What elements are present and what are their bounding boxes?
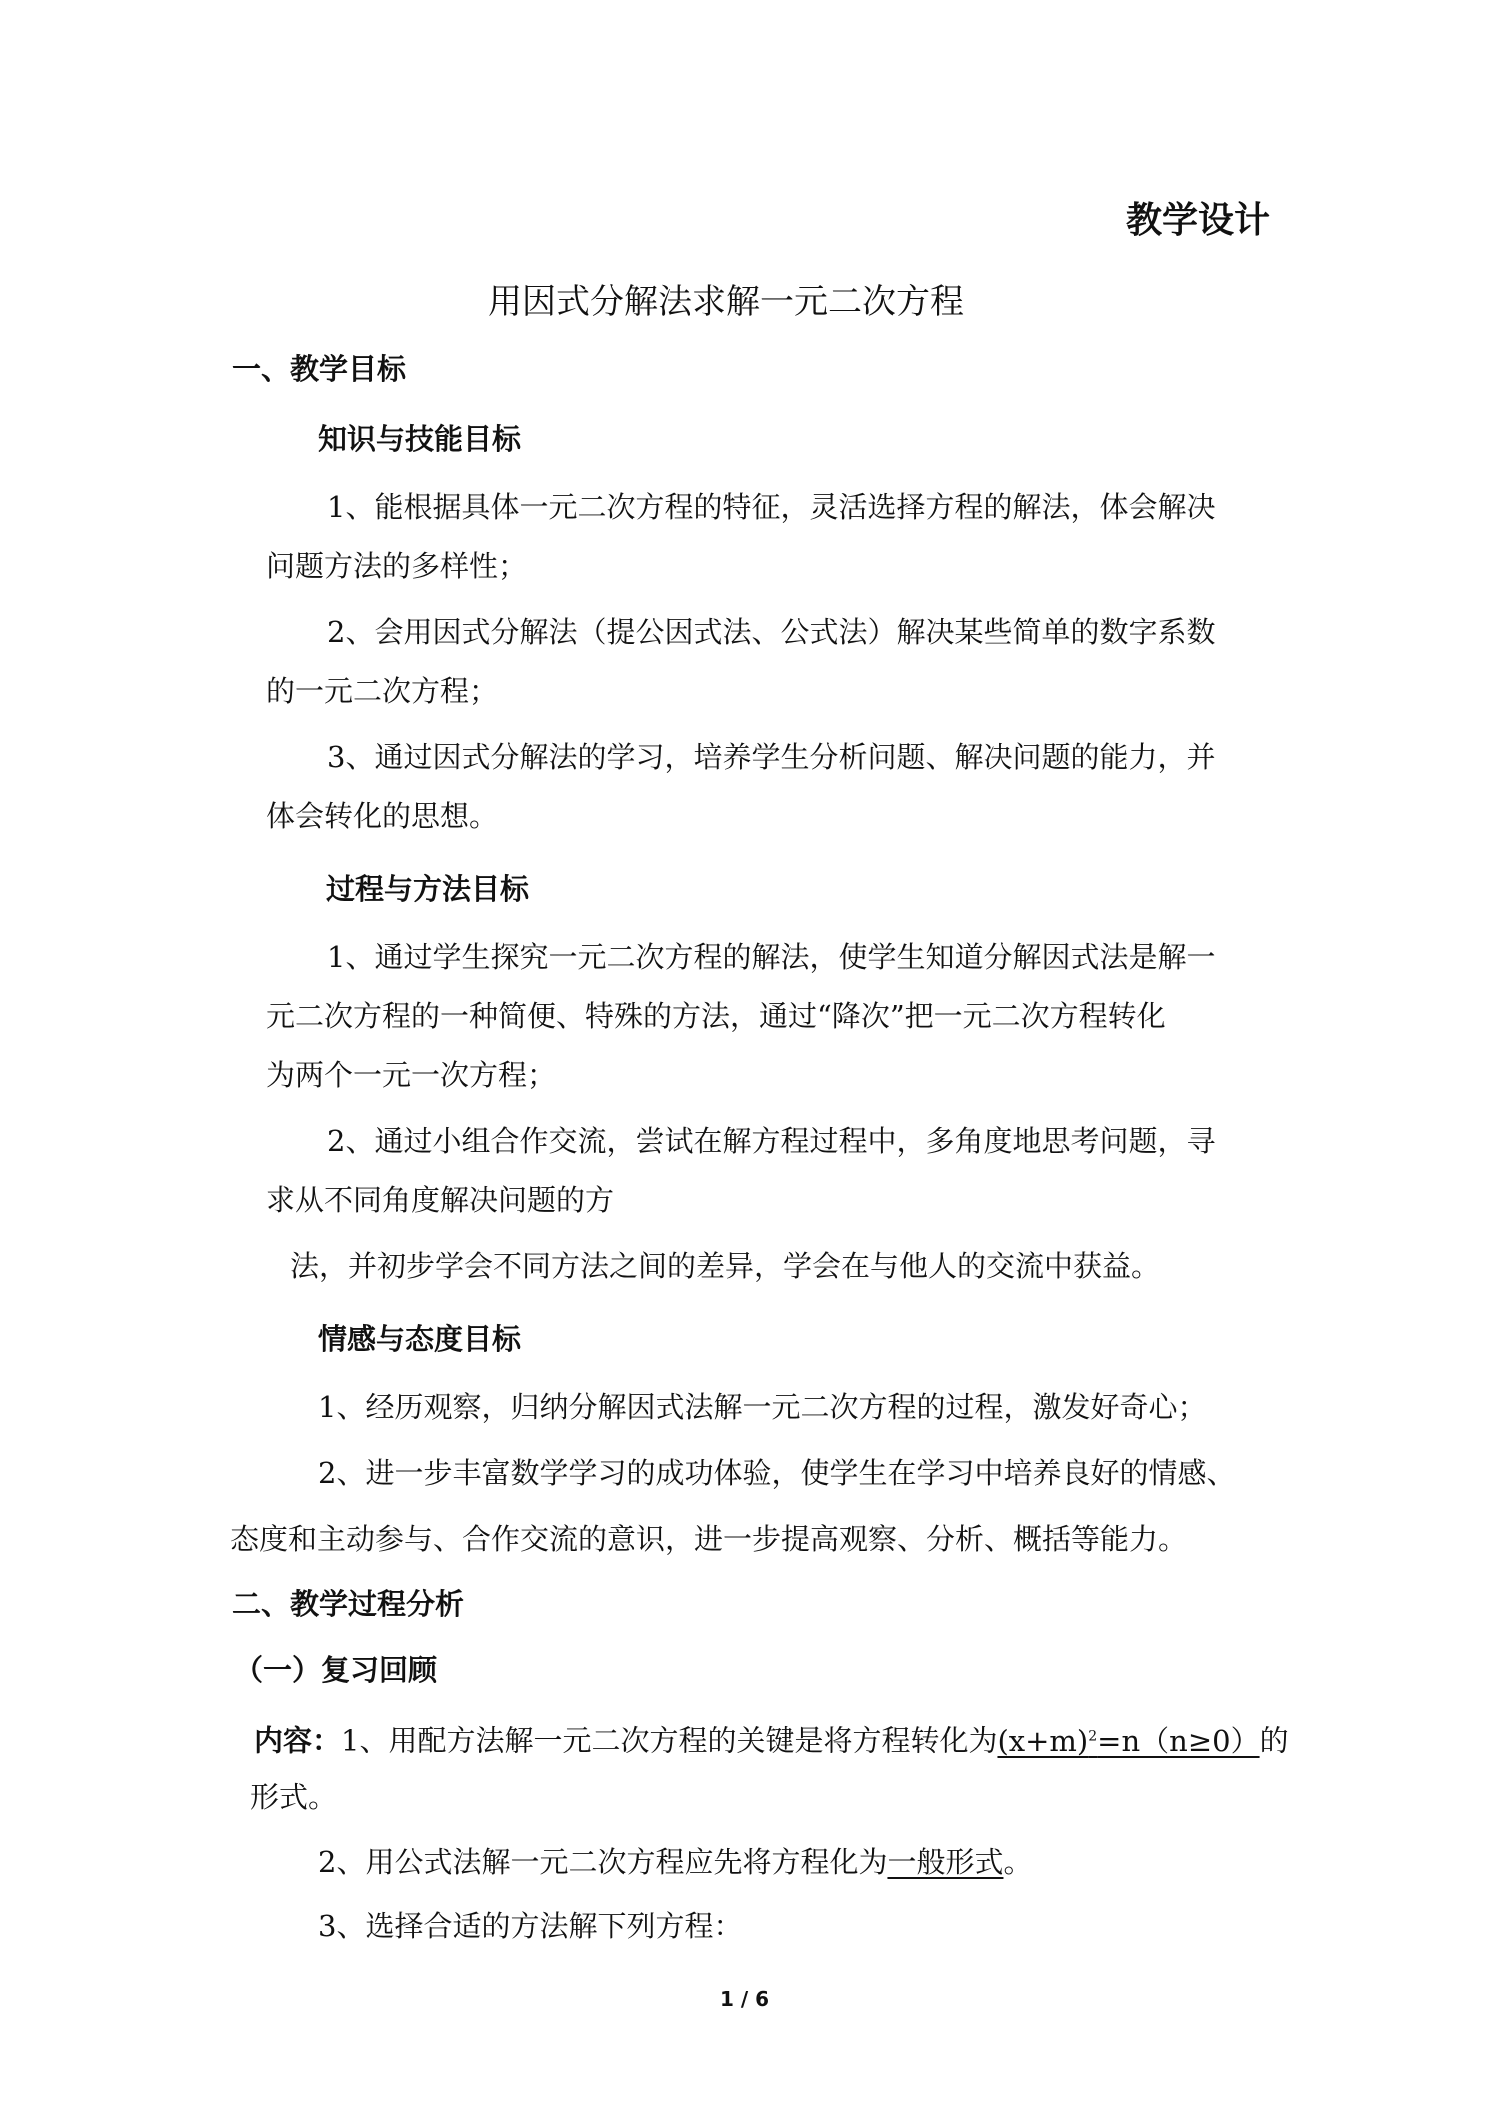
paragraph-line: 问题方法的多样性； — [266, 549, 528, 583]
content-text: 1、用配方法解一元二次方程的关键是将方程转化为 — [341, 1723, 998, 1758]
paragraph-line: 3、通过因式分解法的学习，培养学生分析问题、解决问题的能力，并 — [327, 740, 1216, 774]
subsection-heading: 情感与态度目标 — [318, 1322, 522, 1356]
document-title: 用因式分解法求解一元二次方程 — [488, 282, 964, 322]
page-number: 1 / 6 — [720, 1987, 770, 2011]
content-label: 内容： — [254, 1723, 342, 1758]
fill-answer: 一般形式 — [887, 1845, 1004, 1879]
content-line — [254, 1716, 1289, 1761]
content-text: 。 — [1003, 1845, 1033, 1879]
paragraph-line: 1、经历观察，归纳分解因式法解一元二次方程的过程，激发好奇心； — [318, 1390, 1207, 1424]
doc-type-label: 教学设计 — [1126, 200, 1271, 241]
paragraph-line: 1、通过学生探究一元二次方程的解法，使学生知道分解因式法是解一 — [327, 940, 1216, 974]
paragraph-line: 求从不同角度解决问题的方 — [266, 1183, 615, 1217]
section-heading: 二、教学过程分析 — [232, 1587, 465, 1621]
paragraph-line: 2、进一步丰富数学学习的成功体验，使学生在学习中培养良好的情感、 — [318, 1456, 1236, 1490]
paragraph-line: 2、通过小组合作交流，尝试在解方程过程中，多角度地思考问题，寻 — [327, 1124, 1216, 1158]
paragraph-line: 态度和主动参与、合作交流的意识，进一步提高观察、分析、概括等能力。 — [230, 1522, 1188, 1556]
paragraph-line: 元二次方程的一种简便、特殊的方法，通过“降次”把一元二次方程转化 — [266, 999, 1166, 1033]
subsection-heading: （一）复习回顾 — [234, 1653, 438, 1687]
paragraph-line: 的一元二次方程； — [266, 674, 499, 708]
subsection-heading: 过程与方法目标 — [326, 872, 530, 906]
paragraph-line: 为两个一元一次方程； — [266, 1058, 557, 1092]
formula-answer: $(x+m)^2=n(n\ge 0)$ — [997, 1723, 1260, 1758]
content-line — [318, 1842, 1032, 1882]
paragraph-line: 体会转化的思想。 — [266, 799, 499, 833]
paragraph-line: 3、选择合适的方法解下列方程： — [318, 1909, 743, 1943]
paragraph-line: 形式。 — [250, 1780, 338, 1814]
paragraph-line: 2、会用因式分解法（提公因式法、公式法）解决某些简单的数字系数 — [327, 615, 1216, 649]
subsection-heading: 知识与技能目标 — [318, 422, 522, 456]
paragraph-line: 1、能根据具体一元二次方程的特征，灵活选择方程的解法，体会解决 — [327, 490, 1216, 524]
exponent: 2 — [1088, 1728, 1098, 1744]
content-text: 2、用公式法解一元二次方程应先将方程化为 — [318, 1845, 888, 1879]
paragraph-line: 法，并初步学会不同方法之间的差异，学会在与他人的交流中获益。 — [290, 1249, 1161, 1283]
section-heading: 一、教学目标 — [232, 352, 407, 386]
content-text: 的 — [1259, 1723, 1289, 1758]
